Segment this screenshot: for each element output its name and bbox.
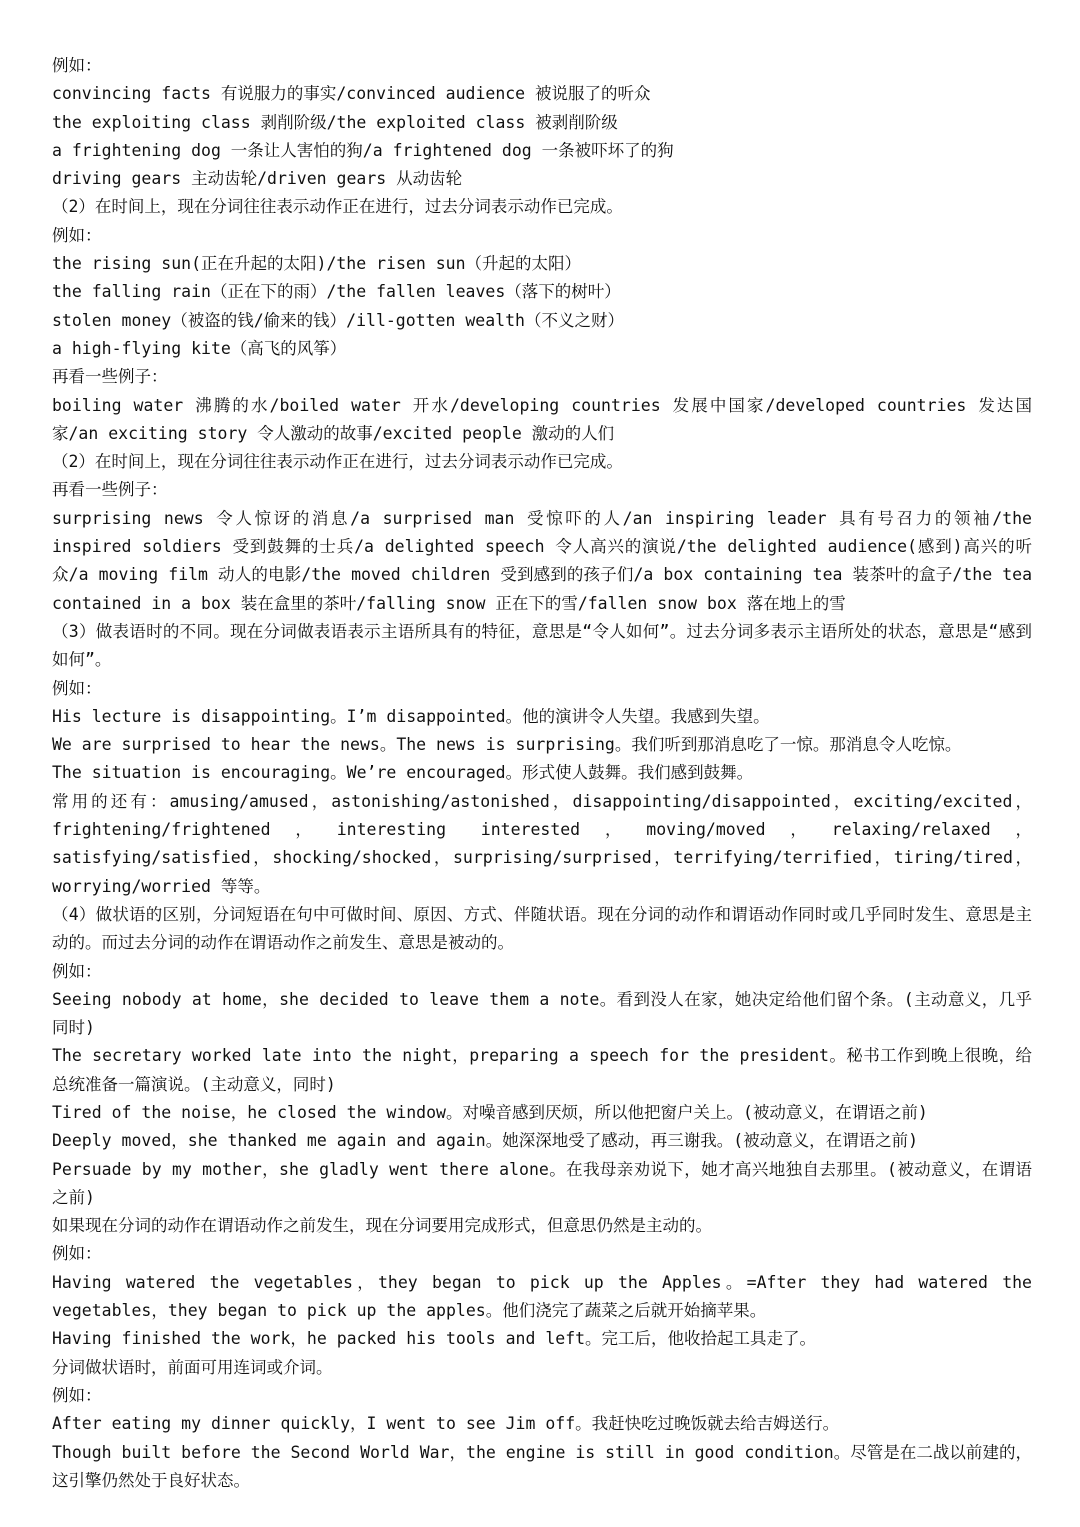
text-line: 如果现在分词的动作在谓语动作之前发生，现在分词要用完成形式，但意思仍然是主动的。 [52,1216,712,1236]
paragraph: Having watered the vegetables，they began to pick up the Apples。=After they had watered the vegetables，they began to pick up the apples。他们浇完了蔬菜之后就开始摘苹果。 [52,1272,1042,1321]
text-line: the exploiting class 剥削阶级/the exploited class 被剥削阶级 [52,112,618,132]
example-heading: 例如： [52,1385,102,1405]
text-line: Tired of the noise，he closed the window。对噪音感到厌烦，所以他把窗户关上。(被动意义，在谓语之前) [52,1102,928,1122]
paragraph: 常用的还有：amusing/amused，astonishing/astonished，disappointing/disappointed，exciting/excited，frightening/frightened，interesting interested，moving/moved，relaxing/relaxed，satisfying/satisfied，shocking/shocked，surprising/surprised，terrifying/terrified，tiring/tired，worrying/worried 等等。 [52,791,1032,896]
example-heading: 例如： [52,678,102,698]
text-line: the rising sun(正在升起的太阳)/the risen sun（升起的太阳） [52,254,582,274]
text-line: Having finished the work，he packed his tools and left。完工后，他收拾起工具走了。 [52,1329,817,1349]
example-heading: 例如： [52,961,102,981]
paragraph: boiling water 沸腾的水/boiled water 开水/developing countries 发展中国家/developed countries 发达国家/an exciting story 令人激动的故事/excited people 激动的人们 [52,395,1032,443]
example-heading: 再看一些例子： [52,480,168,500]
example-heading: 再看一些例子： [52,367,168,387]
section-heading: （3）做表语时的不同。现在分词做表语表示主语所具有的特征，意思是“令人如何”。过去分词多表示主语所处的状态，意思是“感到如何”。 [52,621,1032,670]
text-line: convincing facts 有说服力的事实/convinced audience 被说服了的听众 [52,84,651,104]
section-heading: （2）在时间上，现在分词往往表示动作正在进行，过去分词表示动作已完成。 [52,197,623,217]
text-line: The situation is encouraging。We’re encouraged。形式使人鼓舞。我们感到鼓舞。 [52,763,754,783]
text-line: His lecture is disappointing。I’m disappointed。他的演讲令人失望。我感到失望。 [52,706,770,726]
paragraph: The secretary worked late into the night，preparing a speech for the president。秘书工作到晚上很晚，给总统准备一篇演说。(主动意义，同时) [52,1046,1032,1094]
section-heading: （2）在时间上，现在分词往往表示动作正在进行，过去分词表示动作已完成。 [52,452,623,472]
text-line: a frightening dog 一条让人害怕的狗/a frightened dog 一条被吓坏了的狗 [52,140,674,160]
text-line: driving gears 主动齿轮/driven gears 从动齿轮 [52,169,463,189]
text-line: the falling rain（正在下的雨）/the fallen leaves（落下的树叶） [52,282,621,302]
paragraph: Persuade by my mother，she gladly went there alone。在我母亲劝说下，她才高兴地独自去那里。(被动意义，在谓语之前) [52,1159,1032,1207]
document-page [52,52,1042,1495]
example-heading: 例如： [52,1244,102,1264]
example-heading: 例如： [52,56,102,75]
example-heading: 例如： [52,225,102,245]
paragraph: Seeing nobody at home，she decided to leave them a note。看到没人在家，她决定给他们留个条。(主动意义，几乎同时) [52,989,1032,1038]
text-line: a high-flying kite（高飞的风筝） [52,338,347,358]
paragraph: surprising news 令人惊讶的消息/a surprised man 受惊吓的人/an inspiring leader 具有号召力的领袖/the inspired soldiers 受到鼓舞的士兵/a delighted speech 令人高兴的演说/the delighted audience(感到)高兴的听众/a moving film 动人的电影/the moved children 受到感到的孩子们/a box containing tea 装茶叶的盒子/the tea contained in a box 装在盒里的茶叶/falling snow 正在下的雪/fallen snow box 落在地上的雪 [52,508,1042,613]
text-line: 分词做状语时，前面可用连词或介词。 [52,1357,333,1377]
text-line: Deeply moved，she thanked me again and again。她深深地受了感动，再三谢我。(被动意义，在谓语之前) [52,1131,919,1151]
text-line: stolen money（被盗的钱/偷来的钱）/ill-gotten wealth（不义之财） [52,310,624,330]
paragraph: Though built before the Second World War，the engine is still in good condition。尽管是在二战以前建的，这引擎仍然处于良好状态。 [52,1442,1032,1490]
text-line: After eating my dinner quickly，I went to see Jim off。我赶快吃过晚饭就去给吉姆送行。 [52,1414,840,1434]
text-line: We are surprised to hear the news。The news is surprising。我们听到那消息吃了一惊。那消息令人吃惊。 [52,735,962,755]
section-heading: （4）做状语的区别，分词短语在句中可做时间、原因、方式、伴随状语。现在分词的动作和谓语动作同时或几乎同时发生、意思是主动的。而过去分词的动作在谓语动作之前发生、意思是被动的。 [52,904,1032,953]
